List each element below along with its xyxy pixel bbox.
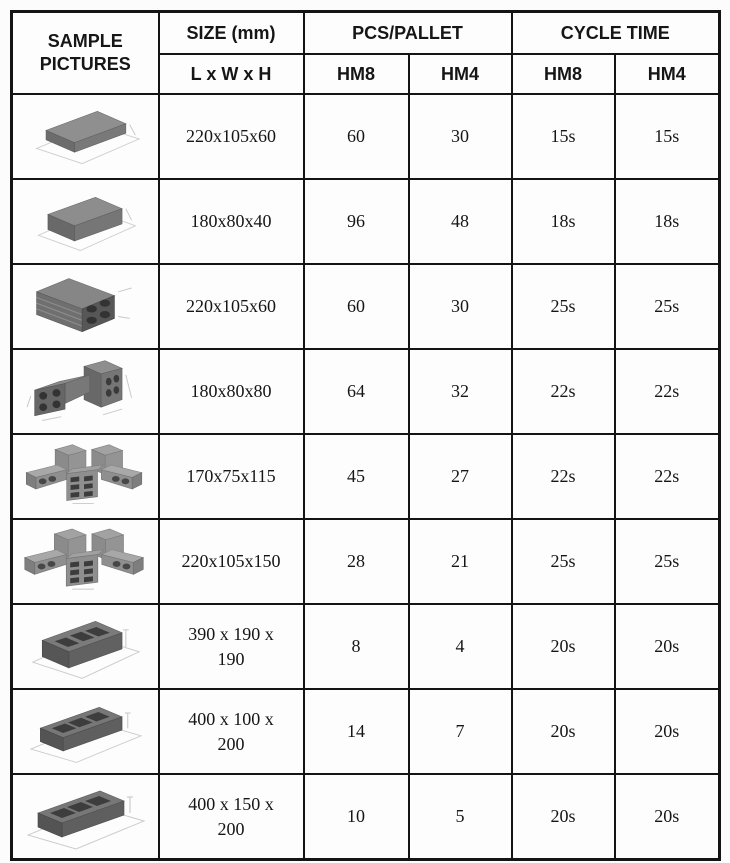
pcs-hm4-cell: 27 [409,434,512,519]
cycle-hm4-cell: 20s [615,689,720,774]
solid-brick-flat-image [22,99,148,175]
sample-picture-cell [12,434,159,519]
spec-table-body [12,94,720,860]
pcs-hm8-cell: 45 [304,434,409,519]
pcs-hm4-cell: 4 [409,604,512,689]
cycle-hm8-cell: 20s [512,774,615,860]
spec-table-header [12,12,720,95]
pcs-hm8-cell: 14 [304,689,409,774]
pcs-hm8-cell: 64 [304,349,409,434]
table-row [12,179,720,264]
header-size-mm: SIZE (mm) [159,12,304,55]
sample-picture-cell [12,604,159,689]
size-cell [159,519,304,604]
table-row [12,774,720,860]
table-row [12,434,720,519]
pcs-hm8-cell: 10 [304,774,409,860]
hollow-block-long-image [18,777,152,857]
header-cycle-hm4: HM4 [615,54,720,94]
cycle-hm8-cell: 20s [512,604,615,689]
pcs-hm8-cell: 8 [304,604,409,689]
size-value: 180x80x80 [190,381,272,402]
sample-picture-cell [12,94,159,179]
size-cell [159,264,304,349]
hollow-brick-stack-image [22,269,148,345]
table-row [12,349,720,434]
cycle-hm8-cell: 22s [512,434,615,519]
header-pcs-pallet: PCS/PALLET [304,12,512,55]
pcs-hm4-cell: 48 [409,179,512,264]
hollow-block-group-image [21,438,149,515]
cycle-hm4-cell: 22s [615,349,720,434]
cycle-hm4-cell: 22s [615,434,720,519]
pcs-hm4-cell: 30 [409,94,512,179]
cycle-hm8-cell: 18s [512,179,615,264]
pcs-hm8-cell: 60 [304,94,409,179]
size-cell [159,689,304,774]
pcs-hm8-cell: 96 [304,179,409,264]
header-sample-pictures: SAMPLE PICTURES [12,12,159,95]
size-cell [159,434,304,519]
pcs-hm4-cell: 7 [409,689,512,774]
header-size-sub: L x W x H [159,54,304,94]
cycle-hm8-cell: 25s [512,264,615,349]
pcs-hm8-cell: 28 [304,519,409,604]
hollow-block-pair-image [22,354,148,430]
header-pcs-hm4: HM4 [409,54,512,94]
size-value: 400 x 150 x 200 [188,794,274,839]
cycle-hm4-cell: 15s [615,94,720,179]
size-value: 180x80x40 [190,211,272,232]
size-value: 170x75x115 [186,466,276,487]
spec-table [10,10,721,861]
pcs-hm4-cell: 32 [409,349,512,434]
cycle-hm4-cell: 20s [615,604,720,689]
sample-picture-cell [12,519,159,604]
hollow-block-long-image [22,694,148,770]
hollow-block-group-image [19,522,151,601]
size-value: 220x105x60 [186,296,276,317]
size-value: 220x105x150 [181,551,281,572]
size-cell [159,349,304,434]
sample-picture-cell [12,349,159,434]
header-cycle-time: CYCLE TIME [512,12,720,55]
size-value: 390 x 190 x 190 [188,624,274,669]
pcs-hm4-cell: 5 [409,774,512,860]
cycle-hm8-cell: 20s [512,689,615,774]
table-row [12,689,720,774]
pcs-hm4-cell: 21 [409,519,512,604]
size-cell [159,604,304,689]
size-value: 400 x 100 x 200 [188,709,274,754]
size-value: 220x105x60 [186,126,276,147]
table-row [12,604,720,689]
sample-picture-cell [12,264,159,349]
sample-picture-cell [12,689,159,774]
pcs-hm8-cell: 60 [304,264,409,349]
size-cell [159,774,304,860]
solid-brick-thick-image [22,184,148,260]
table-row [12,264,720,349]
sample-picture-cell [12,179,159,264]
cycle-hm4-cell: 20s [615,774,720,860]
cycle-hm8-cell: 22s [512,349,615,434]
table-row [12,94,720,179]
table-row [12,519,720,604]
cycle-hm8-cell: 15s [512,94,615,179]
cycle-hm4-cell: 25s [615,519,720,604]
header-pcs-hm8: HM8 [304,54,409,94]
hollow-block-big-image [22,609,148,685]
sample-picture-cell [12,774,159,860]
header-cycle-hm8: HM8 [512,54,615,94]
size-cell [159,179,304,264]
cycle-hm8-cell: 25s [512,519,615,604]
size-cell [159,94,304,179]
cycle-hm4-cell: 25s [615,264,720,349]
pcs-hm4-cell: 30 [409,264,512,349]
cycle-hm4-cell: 18s [615,179,720,264]
